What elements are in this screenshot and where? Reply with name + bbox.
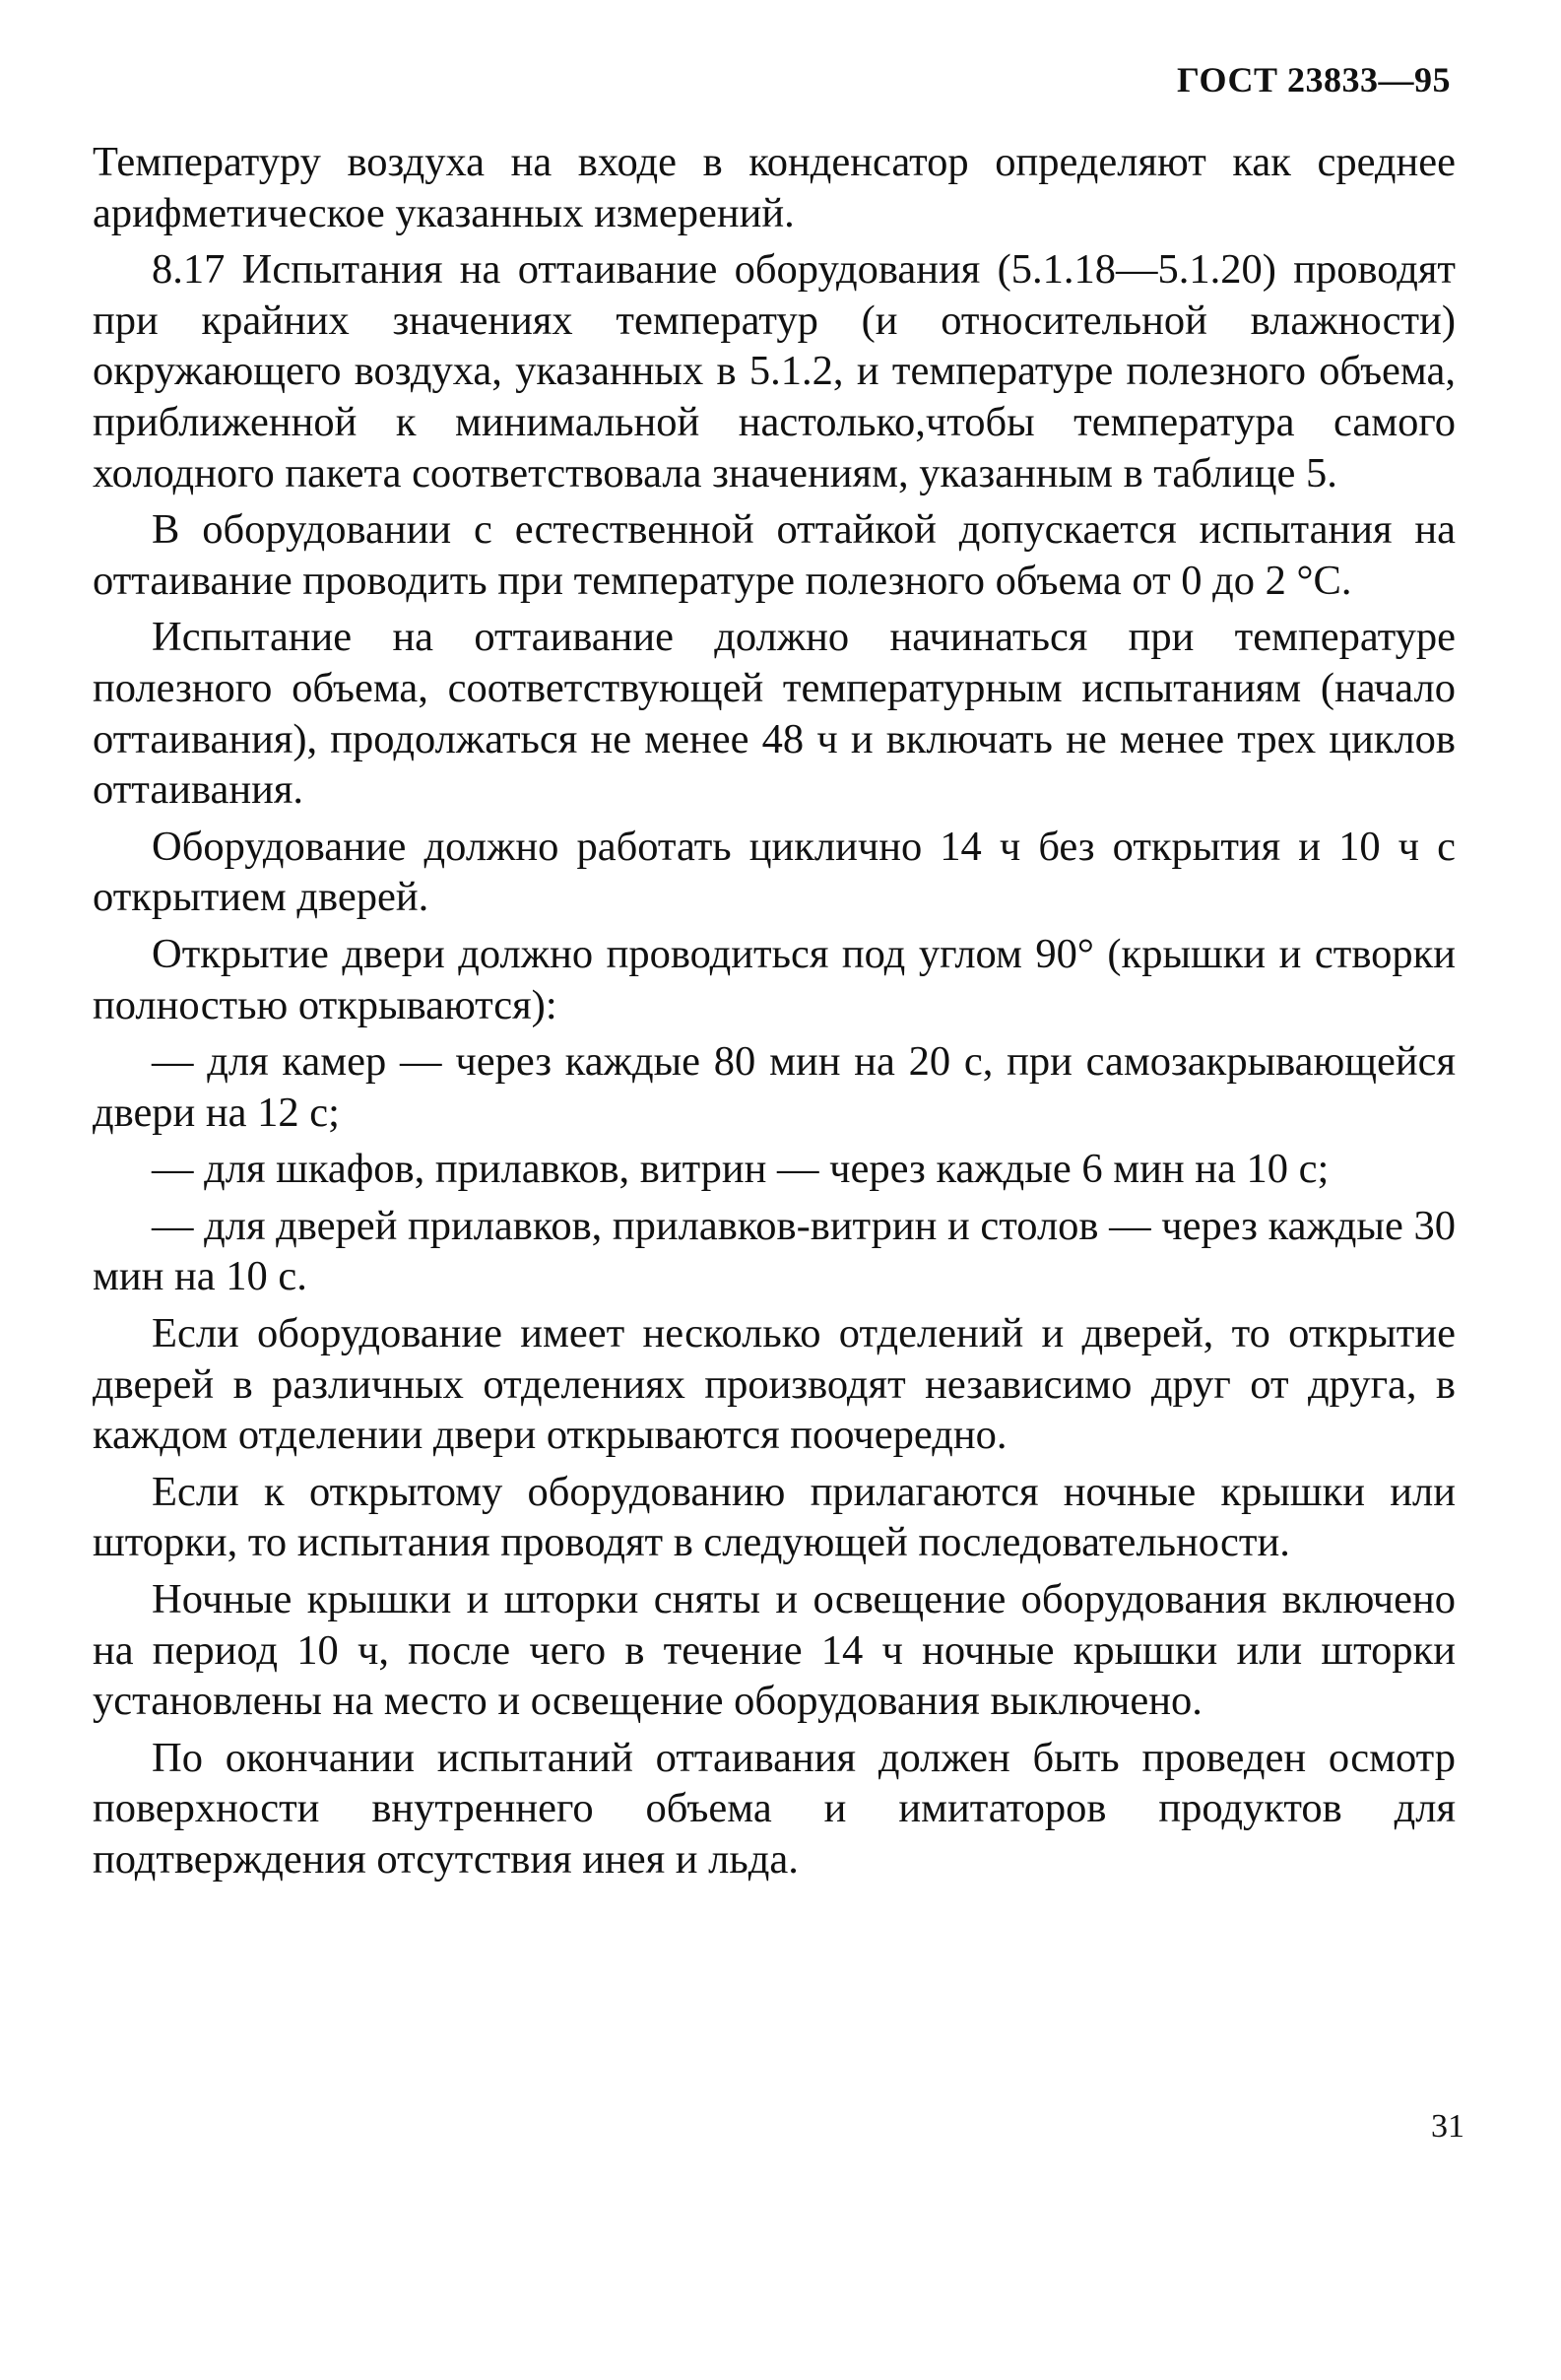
paragraph-cycle-operation: Оборудование должно работать циклично 14 ч без открытия и 10 ч с открытием дверей. xyxy=(93,823,1456,921)
standard-header: ГОСТ 23833—95 xyxy=(1177,60,1451,99)
paragraph-continuation: Температуру воздуха на входе в конденсатор определяют как среднее арифметическое указанных измерений. xyxy=(93,139,1456,236)
paragraph-door-opening: Открытие двери должно проводиться под углом 90° (крышки и створки полностью открываются): xyxy=(93,930,1456,1028)
paragraph-defrost-start: Испытание на оттаивание должно начинаться при температуре полезного объема, соответствующей температурным испытаниям (начало оттаивания), продолжаться не менее 48 ч и включать не менее трех циклов оттаивания. xyxy=(93,614,1456,814)
list-item-chambers: — для камер — через каждые 80 мин на 20 с, при самозакрывающейся двери на 12 с; xyxy=(93,1038,1456,1136)
paragraph-inspection: По окончании испытаний оттаивания должен быть проведен осмотр поверхности внутреннего объема и имитаторов продуктов для подтверждения отсутствия инея и льда. xyxy=(93,1734,1456,1883)
page-number: 31 xyxy=(1431,2108,1464,2145)
paragraph-8-17: 8.17 Испытания на оттаивание оборудования (5.1.18—5.1.20) проводят при крайних значениях температур (и относительной влажности) окружающего воздуха, указанных в 5.1.2, и температуре полезного объема, приближенной к минимальной настолько,чтобы температура самого холодного пакета соответствовала значениям, указанным в таблице 5. xyxy=(93,246,1456,496)
list-item-cabinets: — для шкафов, прилавков, витрин — через каждые 6 мин на 10 с; xyxy=(152,1146,1330,1193)
paragraph-night-covers-sequence: Ночные крышки и шторки сняты и освещение оборудования включено на период 10 ч, после чего в течение 14 ч ночные крышки или шторки установлены на место и освещение оборудования выключено. xyxy=(93,1576,1456,1725)
paragraph-natural-defrost: В оборудовании с естественной оттайкой допускается испытания на оттаивание проводить при температуре полезного объема от 0 до 2 °С. xyxy=(93,506,1456,604)
body-text xyxy=(93,137,1456,1891)
list-item-counter-doors: — для дверей прилавков, прилавков-витрин и столов — через каждые 30 мин на 10 с. xyxy=(93,1202,1456,1300)
paragraph-night-covers: Если к открытому оборудованию прилагаются ночные крышки или шторки, то испытания проводят в следующей последовательности. xyxy=(93,1468,1456,1566)
paragraph-multiple-compartments: Если оборудование имеет несколько отделений и дверей, то открытие дверей в различных отделениях производят независимо друг от друга, в каждом отделении двери открываются поочередно. xyxy=(93,1310,1456,1459)
